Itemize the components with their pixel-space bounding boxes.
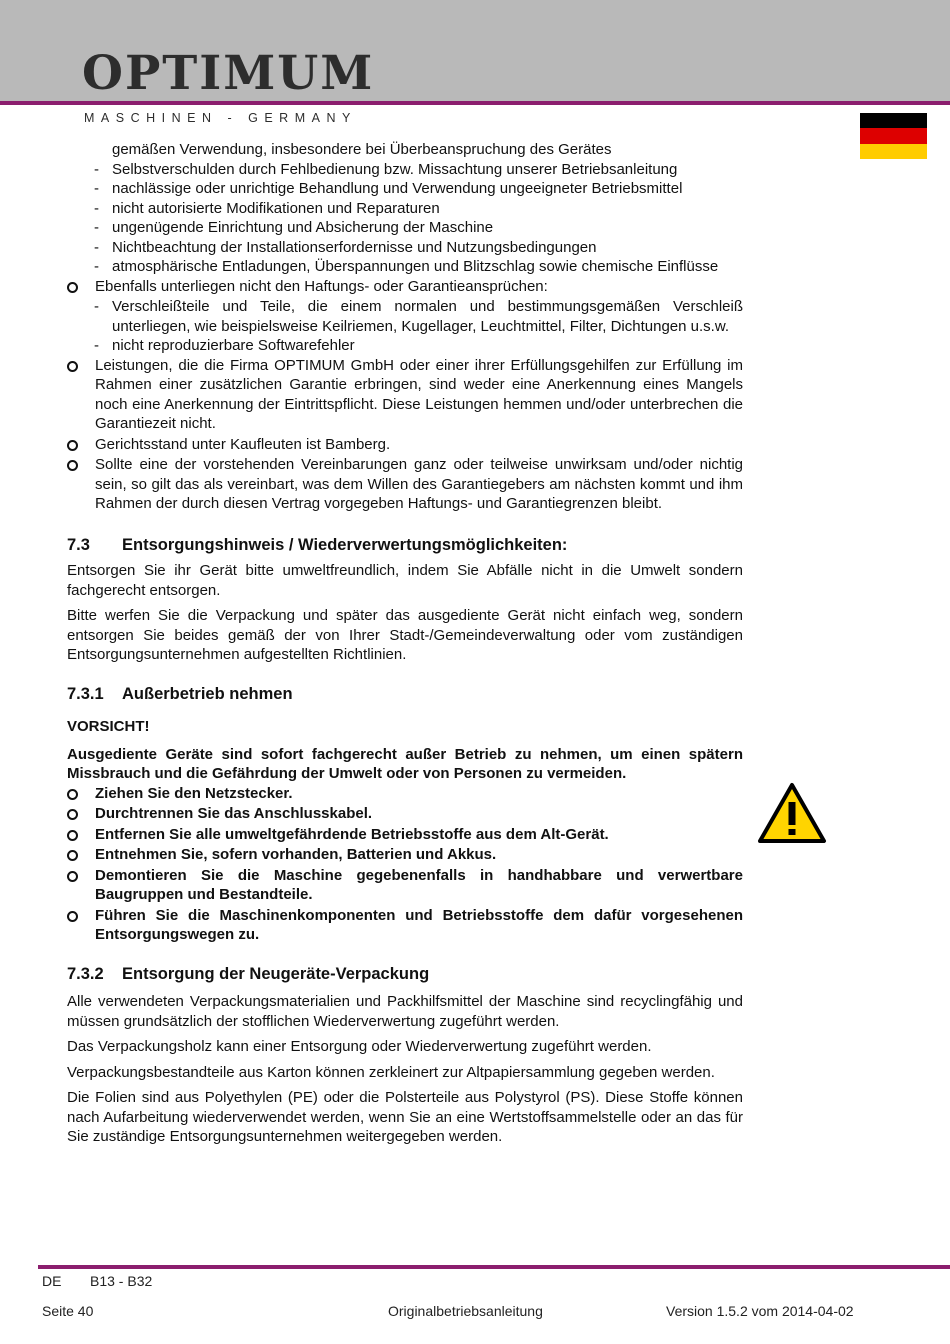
bullet-icon xyxy=(67,850,78,861)
section-heading-7-3-1: 7.3.1 Außerbetrieb nehmen xyxy=(67,684,293,703)
bullet-item: Sollte eine der vorstehenden Vereinbarungen ganz oder teilweise unwirksam und/oder nichtig sein, so gilt das als vereinbart, was dem Willen des Garantiegebers am nächsten kommt und ihm Rahmen der durch diesen Vertrag vorgegeben Haftungs- und Garantiegrenzen bleibt. xyxy=(67,455,743,514)
bullet-icon xyxy=(67,871,78,882)
bullet-item: Entfernen Sie alle umweltgefährdende Betriebsstoffe aus dem Alt-Gerät. xyxy=(67,825,743,845)
list-item: - ungenügende Einrichtung und Absicherung der Maschine xyxy=(94,219,494,236)
list-item: - Verschleißteile und Teile, die einem normalen und bestimmungsgemäßen Verschleiß unterliegen, wie beispielsweise Keilriemen, Kugellager, Leuchtmittel, Filter, Dichtungen u.s.w. xyxy=(94,298,743,335)
continuation-line: gemäßen Verwendung, insbesondere bei Überbeanspruchung des Gerätes xyxy=(112,141,612,158)
list-item: - atmosphärische Entladungen, Überspannungen und Blitzschlag sowie chemische Einflüsse xyxy=(94,258,719,275)
bullet-item: Entnehmen Sie, sofern vorhanden, Batterien und Akkus. xyxy=(67,845,743,865)
caution-label: VORSICHT! xyxy=(67,718,150,735)
paragraph: Die Folien sind aus Polyethylen (PE) oder die Polsterteile aus Polystyrol (PS). Diese Stoffe können nach Aufarbeitung wiederverwendet werden, wenn Sie an eine Wertstoffsammelstelle oder an das für Sie zuständige Entsorgungsunternehmen weitergegeben werden. xyxy=(67,1089,743,1145)
bullet-icon xyxy=(67,809,78,820)
caution-steps xyxy=(67,784,743,945)
list-item: - nachlässige oder unrichtige Behandlung und Verwendung ungeeigneter Betriebsmittel xyxy=(94,180,683,197)
list-item: - nicht autorisierte Modifikationen und Reparaturen xyxy=(94,199,440,217)
header-divider xyxy=(0,101,950,105)
bullet-item: Demontieren Sie die Maschine gegebenenfalls in handhabbare und verwertbare Baugruppen und Bestandteile. xyxy=(67,866,743,905)
warning-icon xyxy=(757,782,827,844)
bullet-item: Gerichtsstand unter Kaufleuten ist Bamberg. xyxy=(67,435,743,455)
footer-language: DE xyxy=(42,1273,62,1289)
footer-divider xyxy=(38,1265,950,1269)
list-item: - Selbstverschulden durch Fehlbedienung bzw. Missachtung unserer Betriebsanleitung xyxy=(94,160,678,178)
section-heading-7-3-2: 7.3.2 Entsorgung der Neugeräte-Verpackung xyxy=(67,964,430,983)
footer-model: B13 - B32 xyxy=(90,1273,153,1289)
bullet-item: Leistungen, die die Firma OPTIMUM GmbH oder einer ihrer Erfüllungsgehilfen zur Erfüllung im Rahmen einer zusätzlichen Garantie erbringen, sind weder eine Anerkennung eines Mangels noch eine Anerkennung der Eintrittspflicht. Diese Leistungen hemmen und/oder unterbrechen die Garantiezeit nicht. xyxy=(67,356,743,434)
bullet-item: Ebenfalls unterliegen nicht den Haftungs- oder Garantieansprüchen: xyxy=(67,277,743,297)
german-flag-icon xyxy=(860,113,927,159)
bullet-icon xyxy=(67,830,78,841)
section-heading-7-3: 7.3 Entsorgungshinweis / Wiederverwertungsmöglichkeiten: xyxy=(67,535,568,554)
brand-logo: OPTIMUM xyxy=(82,46,375,101)
wear-parts-list xyxy=(67,297,743,356)
exclusion-list xyxy=(67,160,743,277)
footer-page-number: Seite 40 xyxy=(42,1303,94,1319)
bullet-item: Führen Sie die Maschinenkomponenten und Betriebsstoffe dem dafür vorgesehenen Entsorgungswegen zu. xyxy=(67,906,743,945)
list-item: - Nichtbeachtung der Installationserfordernisse und Nutzungsbedingungen xyxy=(94,238,597,256)
bullet-icon xyxy=(67,440,78,451)
bullet-item: Ziehen Sie den Netzstecker. xyxy=(67,784,743,804)
caution-text: Ausgediente Geräte sind sofort fachgerecht außer Betrieb zu nehmen, um einen spätern Missbrauch und die Gefährdung der Umwelt oder von Personen zu vermeiden. xyxy=(67,745,743,782)
paragraph: Entsorgen Sie ihr Gerät bitte umweltfreundlich, indem Sie Abfälle nicht in die Umwelt sondern fachgerecht entsorgen. xyxy=(67,562,743,599)
bullet-icon xyxy=(67,361,78,372)
bullet-icon xyxy=(67,789,78,800)
bullet-item: Durchtrennen Sie das Anschlusskabel. xyxy=(67,804,743,824)
list-item: - nicht reproduzierbare Softwarefehler xyxy=(94,337,355,354)
footer-document-title: Originalbetriebsanleitung xyxy=(388,1303,543,1319)
paragraph: Bitte werfen Sie die Verpackung und später das ausgediente Gerät nicht einfach weg, sondern entsorgen Sie beides gemäß der von Ihrer Stadt-/Gemeindeverwaltung oder vom zuständigen Entsorgungsunternehmen aufgestellten Richtlinien. xyxy=(67,607,743,663)
bullet-icon xyxy=(67,460,78,471)
footer-version: Version 1.5.2 vom 2014-04-02 xyxy=(666,1303,854,1319)
paragraph: Verpackungsbestandteile aus Karton können zerkleinert zur Altpapiersammlung gegeben werden. xyxy=(67,1063,715,1081)
paragraph: Das Verpackungsholz kann einer Entsorgung oder Wiederverwertung zugeführt werden. xyxy=(67,1038,652,1055)
document-body xyxy=(67,140,743,1147)
paragraph: Alle verwendeten Verpackungsmaterialien und Packhilfsmittel der Maschine sind recyclingfähig und müssen grundsätzlich der stofflichen Wiederverwertung zugeführt werden. xyxy=(67,993,743,1030)
brand-tagline: MASCHINEN - GERMANY xyxy=(84,111,357,125)
bullet-icon xyxy=(67,282,78,293)
bullet-icon xyxy=(67,911,78,922)
